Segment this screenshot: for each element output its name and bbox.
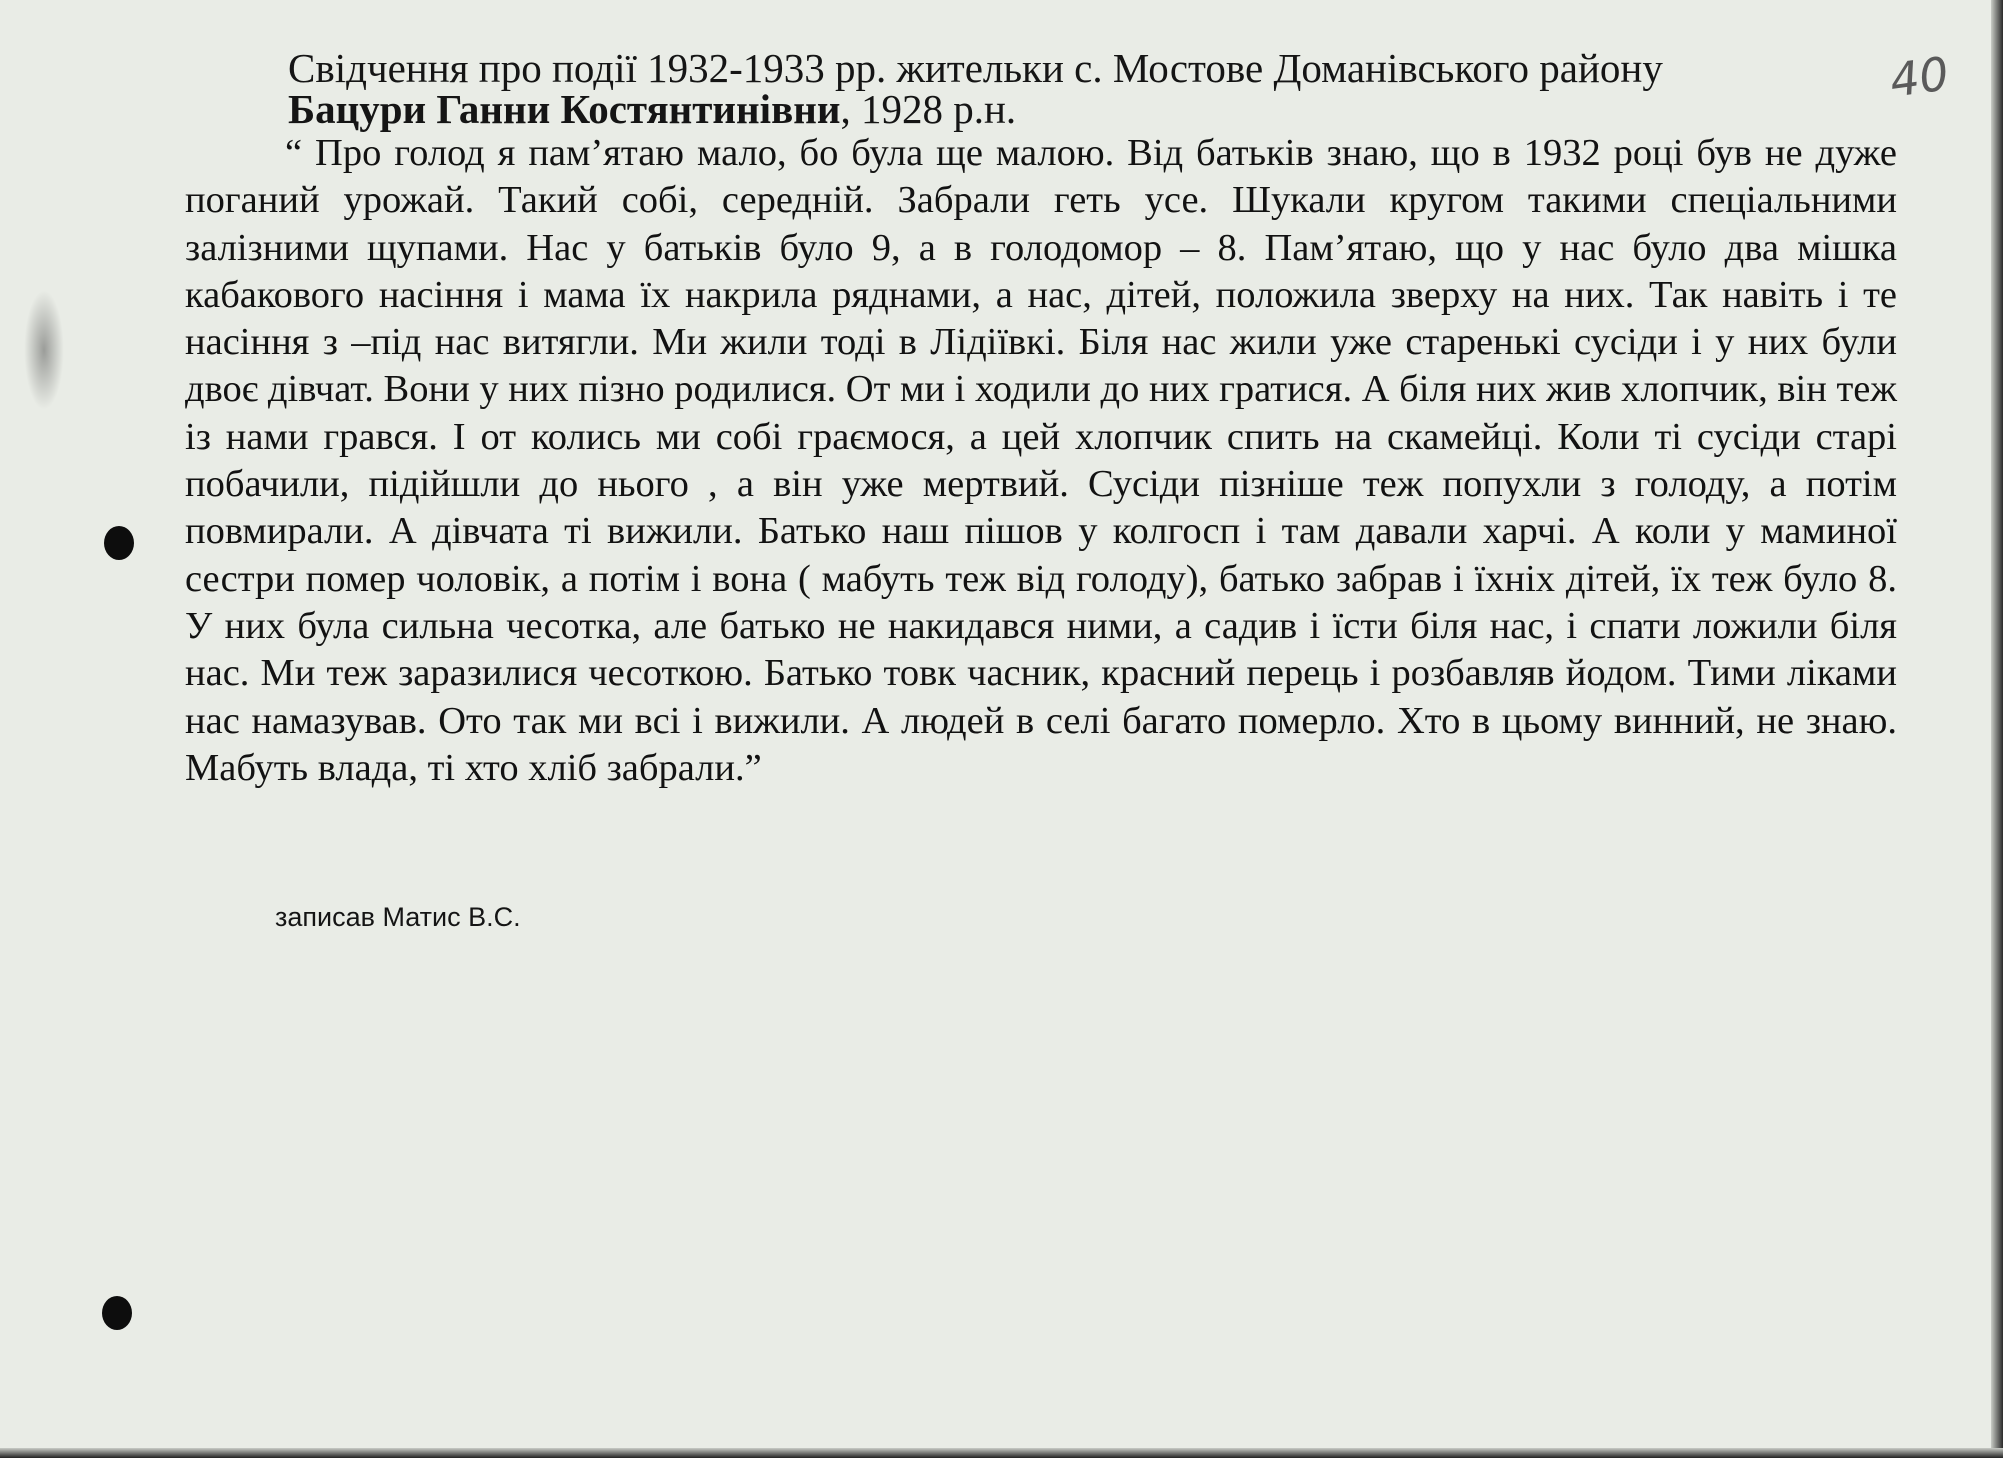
page-edge-shadow <box>0 1448 2003 1458</box>
recorded-by: записав Матис В.С. <box>275 902 521 932</box>
page-edge-shadow <box>1991 0 2003 1458</box>
subject-birth: , 1928 р.н. <box>840 86 1017 132</box>
punch-hole <box>104 526 134 560</box>
ink-smudge <box>24 290 64 410</box>
document-title: Свідчення про події 1932-1933 рр. жительки с. Мостове Доманівського району <box>288 45 1663 91</box>
handwritten-page-number: 40 <box>1886 46 1953 108</box>
subject-line <box>288 85 1016 133</box>
punch-hole <box>102 1296 132 1330</box>
subject-name: Бацури Ганни Костянтинівни <box>288 86 841 132</box>
testimony-text: “ Про голод я пам’ятаю мало, бо була ще малою. Від батьків знаю, що в 1932 році був не дуже поганий урожай. Такий собі, середній. Забрали геть усе. Шукали кругом такими спеціальними залізними щупами. Нас у батьків було 9, а в голодомор – 8. Пам’ятаю, що у нас було два мішка кабакового насіння і мама їх накрила ряднами, а нас, дітей, положила зверху на них. Так навіть і те насіння з –під нас витягли. Ми жили тоді в Лідіївкі. Біля нас жили уже старенькі сусіди і у них були двоє дівчат. Вони у них пізно родилися. От ми і ходили до них гратися. А біля них жив хлопчик, він теж із нами грався. І от колись ми собі граємося, а цей хлопчик спить на скамейці. Коли ті сусіди старі побачили, підійшли до нього , а він уже мертвий. Сусіди пізніше теж попухли з голоду, а потім повмирали. А дівчата ті вижили. Батько наш пішов у колгосп і там давали харчі. А коли у маминої сестри помер чоловік, а потім і вона ( мабуть теж від голоду), батько забрав і їхніх дітей, їх теж було 8. У них була сильна чесотка, але батько не накидався ними, а садив і їсти біля нас, і спати ложили біля нас. Ми теж заразилися чесоткою. Батько товк часник, красний перець і розбавляв йодом. Тими ліками нас намазував. Ото так ми всі і вижили. А людей в селі багато померло. Хто в цьому винний, не знаю. Мабуть влада, ті хто хліб забрали.” <box>185 132 1897 789</box>
